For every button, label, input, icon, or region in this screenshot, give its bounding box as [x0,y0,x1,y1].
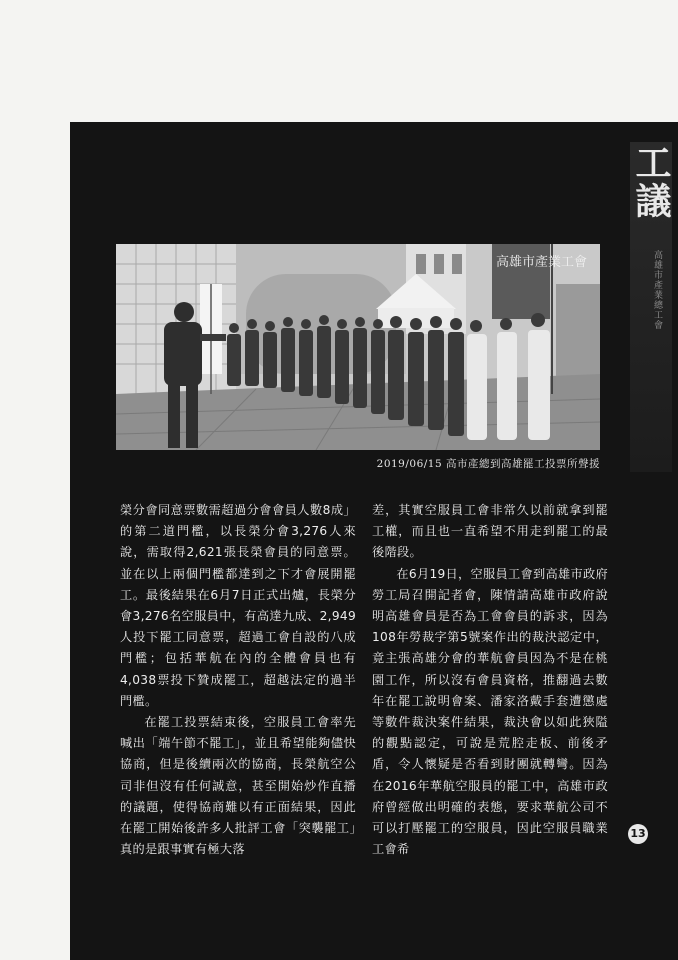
article-column-left [120,500,356,860]
article-column-right [372,500,608,860]
page-number: 13 [628,824,648,844]
photo-caption: 2019/06/15 高市產總到高雄罷工投票所聲援 [376,458,600,470]
paragraph: 在罷工投票結束後，空服員工會率先喊出「端午節不罷工」，並且希望能夠儘快協商，但是後續兩次的協商，長榮航空公司非但沒有任何誠意，甚至開始炒作直播的議題，使得協商難以有正面結果，因此在罷工開始後許多人批評工會「突襲罷工」真的是跟事實有極大落 [120,715,356,857]
paragraph: 在6月19日，空服員工會到高雄市政府勞工局召開記者會，陳情請高雄市政府說明高雄會員是否為工會會員的訴求，因為108年勞裁字第5號案作出的裁決認定中，竟主張高雄分會的華航會員因為不是在桃園工作，所以沒有會員資格，推翻過去數年在罷工說明會案、潘家洛戴手套遭懲處等數件裁決案件結果，裁決會以如此狹隘的觀點認定，可說是荒腔走板、前後矛盾，令人懷疑是否看到財團就轉彎。因為在2016年華航空服員的罷工中，高雄市政府曾經做出明確的表態，要求華航公司不可以打壓罷工的空服員，因此空服員職業工會希 [372,566,608,857]
magazine-title: 工議 [630,144,672,220]
paragraph: 差，其實空服員工會非常久以前就拿到罷工權，而且也一直希望不用走到罷工的最後階段。 [372,503,608,560]
banner-text: 高雄市產業工會 [496,255,588,270]
magazine-subtitle: 高雄市產業總工會 [652,250,662,330]
magazine-page [70,122,678,960]
rally-photo [116,244,600,450]
rally-photo-illustration [116,244,600,450]
paragraph: 榮分會同意票數需超過分會會員人數8成」的第二道門檻，以長榮分會3,276人來說，需取得2,621張長榮會員的同意票。並在以上兩個門檻都達到之下才會展開罷工。最後結果在6月7日正式出爐，長榮分會3,276名空服員中，有高達九成、2,949人投下罷工同意票，超過工會自設的八成門檻；包括華航在內的全體會員也有4,038票投下贊成罷工，超越法定的過半門檻。 [120,503,356,708]
